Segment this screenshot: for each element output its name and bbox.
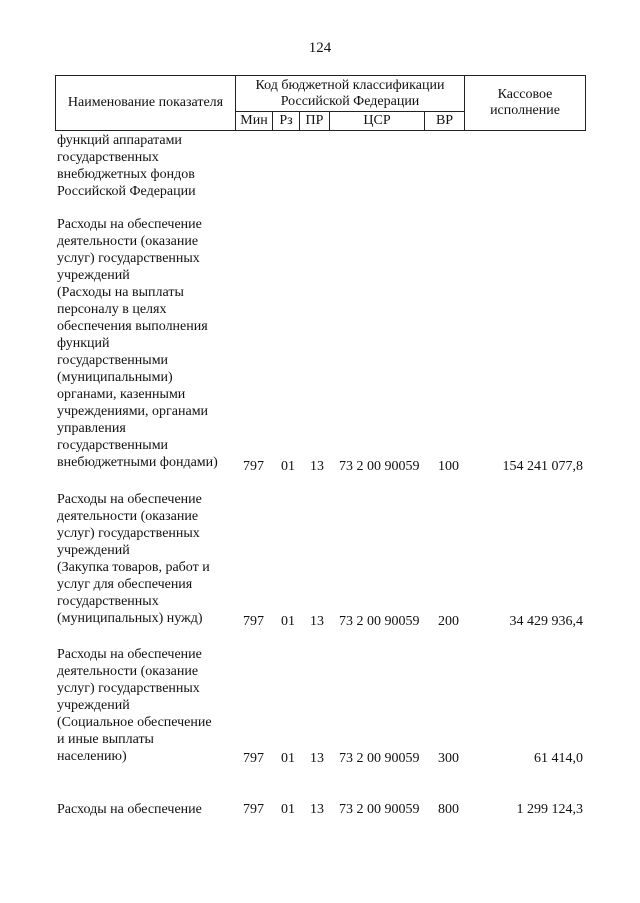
row-pr: 13 [310,802,324,817]
row-name: Расходы на обеспечение деятельности (оказание услуг) государственных учреждений (Закупка товаров, работ и услуг для обеспечения государственных (муниципальных) нужд) [57,492,210,626]
row-name: функций аппаратами государственных внебюджетных фондов Российской Федерации [57,133,196,199]
row-pr: 13 [310,614,324,629]
row-rz: 01 [281,614,295,629]
page-number: 124 [308,40,332,56]
header-col-min: Мин [236,112,273,131]
header-col-pr: ПР [300,112,330,131]
header-col-vr: ВР [425,112,465,131]
row-csr: 73 2 00 90059 [339,802,420,817]
row-csr: 73 2 00 90059 [339,751,420,766]
table-header [55,75,586,131]
row-rz: 01 [281,459,295,474]
row-vr: 300 [438,751,459,766]
row-name: Расходы на обеспечение деятельности (оказание услуг) государственных учреждений (Расходы на выплаты персоналу в целях обеспечения выполнения функций государственными (муниципальными) органами, казенными учреждениями, органами управления государственными внебюджетными фондами) [57,217,218,470]
header-indicator: Наименование показателя [56,76,236,131]
row-pr: 13 [310,751,324,766]
row-name: Расходы на обеспечение [57,802,202,817]
row-amount: 61 414,0 [534,751,583,766]
row-min: 797 [243,802,264,817]
row-vr: 100 [438,459,459,474]
row-name: Расходы на обеспечение деятельности (оказание услуг) государственных учреждений (Социальное обеспечение и иные выплаты населению) [57,647,212,764]
row-rz: 01 [281,751,295,766]
row-amount: 1 299 124,3 [516,802,583,817]
row-csr: 73 2 00 90059 [339,459,420,474]
header-execution: Кассовое исполнение [465,76,586,131]
row-csr: 73 2 00 90059 [339,614,420,629]
row-vr: 800 [438,802,459,817]
row-min: 797 [243,459,264,474]
row-min: 797 [243,751,264,766]
row-rz: 01 [281,802,295,817]
header-col-csr: ЦСР [330,112,425,131]
row-min: 797 [243,614,264,629]
header-classification: Код бюджетной классификации Российской Федерации [236,76,465,112]
row-amount: 34 429 936,4 [509,614,583,629]
row-amount: 154 241 077,8 [502,459,583,474]
row-pr: 13 [310,459,324,474]
row-vr: 200 [438,614,459,629]
header-col-rz: Рз [273,112,300,131]
